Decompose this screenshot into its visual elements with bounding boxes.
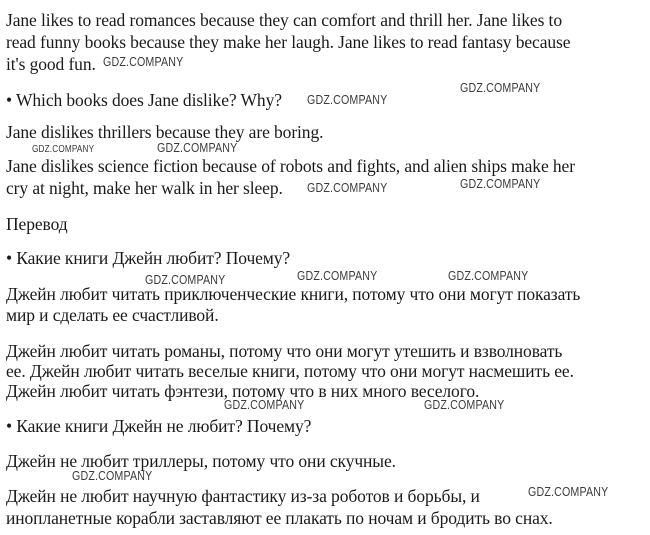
text-line: Джейн любит читать романы, потому что они могут утешить и взволновать	[6, 341, 563, 361]
text-line: Джейн не любит триллеры, потому что они скучные.	[6, 451, 396, 471]
watermark-text: GDZ.COMPANY	[72, 468, 153, 483]
watermark-text: GDZ.COMPANY	[424, 397, 505, 412]
watermark-text: GDZ.COMPANY	[528, 484, 609, 499]
text-line: it's good fun.	[6, 54, 96, 74]
text-line: мир и сделать ее счастливой.	[6, 305, 219, 325]
watermark-text: GDZ.COMPANY	[157, 140, 238, 155]
text-line: cry at night, make her walk in her sleep.	[6, 178, 283, 198]
watermark-text: GDZ.COMPANY	[460, 176, 541, 191]
watermark-text: GDZ.COMPANY	[103, 54, 184, 69]
watermark-text: GDZ.COMPANY	[307, 92, 388, 107]
question-line: • Какие книги Джейн не любит? Почему?	[6, 416, 312, 436]
text-line: Джейн любит читать приключенческие книги, потому что они могут показать	[6, 284, 581, 304]
watermark-text: GDZ.COMPANY	[32, 144, 95, 155]
watermark-text: GDZ.COMPANY	[307, 180, 388, 195]
text-line: Jane dislikes science fiction because of robots and fights, and alien ships make her	[6, 156, 575, 176]
watermark-text: GDZ.COMPANY	[448, 268, 529, 283]
question-line: • Какие книги Джейн любит? Почему?	[6, 248, 291, 268]
text-line: Джейн не любит научную фантастику из-за роботов и борьбы, и	[6, 486, 480, 506]
text-line: Джейн любит читать фэнтези, потому что в них много веселого.	[6, 381, 480, 401]
watermark-text: GDZ.COMPANY	[145, 272, 226, 287]
watermark-text: GDZ.COMPANY	[460, 80, 541, 95]
text-line: инопланетные корабли заставляют ее плакать по ночам и бродить во снах.	[6, 508, 553, 528]
watermark-text: GDZ.COMPANY	[224, 397, 305, 412]
text-line: Jane dislikes thrillers because they are boring.	[6, 122, 324, 142]
question-line: • Which books does Jane dislike? Why?	[6, 90, 282, 110]
translation-heading: Перевод	[6, 214, 68, 234]
watermark-text: GDZ.COMPANY	[297, 268, 378, 283]
text-line: Jane likes to read romances because they can comfort and thrill her. Jane likes to	[6, 10, 562, 30]
text-line: read funny books because they make her laugh. Jane likes to read fantasy because	[6, 32, 571, 52]
text-line: ее. Джейн любит читать веселые книги, потому что они могут насмешить ее.	[6, 361, 574, 381]
